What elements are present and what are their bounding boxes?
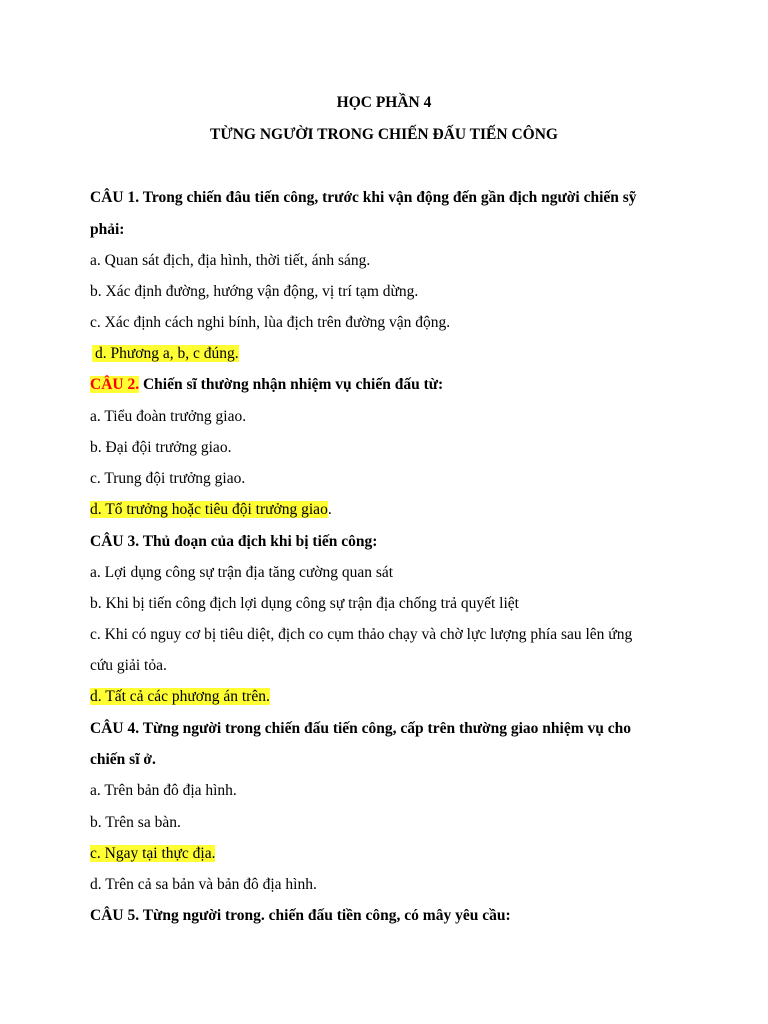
question-3-option-c-cont: cứu giải tỏa. — [90, 657, 167, 674]
question-4-text: Từng người trong chiến đấu tiến công, cấp trên thường giao nhiệm vụ cho — [142, 720, 632, 737]
question-1-option-b: b. Xác định đường, hướng vận động, vị trí tạm dừng. — [90, 283, 419, 300]
question-2-option-b: b. Đại đội trưởng giao. — [90, 439, 232, 456]
question-5-label: CÂU 5. — [90, 907, 140, 924]
question-2-text: Chiến sĩ thường nhận nhiệm vụ chiến đấu từ: — [142, 376, 444, 393]
question-2-option-a: a. Tiểu đoàn trưởng giao. — [90, 408, 247, 425]
question-4-option-c-row — [90, 844, 215, 864]
question-4-line1 — [90, 719, 631, 739]
question-2-option-d-answer: d. Tổ trưởng hoặc tiêu đội trưởng giao — [90, 501, 328, 518]
question-4-option-a: a. Trên bản đô địa hình. — [90, 782, 237, 799]
question-3-label: CÂU 3. — [90, 533, 140, 550]
question-4-label: CÂU 4. — [90, 720, 140, 737]
question-2-option-d-period: . — [327, 501, 332, 518]
question-2-option-c: c. Trung đội trưởng giao. — [90, 470, 246, 487]
question-2-line — [90, 375, 443, 395]
question-4-option-d: d. Trên cả sa bản và bản đô địa hình. — [90, 876, 317, 893]
document-heading: HỌC PHẦN 4 — [336, 94, 432, 111]
question-3-option-c: c. Khi có nguy cơ bị tiêu diệt, địch co cụm thảo chạy và chờ lực lượng phía sau lên ứng — [90, 626, 633, 643]
question-1-option-a: a. Quan sát địch, địa hình, thời tiết, ánh sáng. — [90, 252, 371, 269]
question-1-text: Trong chiến đâu tiến công, trước khi vận động đến gần địch người chiến sỹ — [142, 189, 637, 206]
question-1-option-c: c. Xác định cách nghi bính, lùa địch trên đường vận động. — [90, 314, 451, 331]
question-4-text-cont: chiến sĩ ở. — [90, 751, 156, 768]
question-5-text: Từng người trong. chiến đấu tiền công, có mây yêu cầu: — [142, 907, 511, 924]
question-3-option-d-row — [90, 687, 270, 707]
question-5-line — [90, 906, 511, 926]
question-4-option-b: b. Trên sa bàn. — [90, 814, 181, 831]
question-1-option-d-row — [92, 344, 239, 364]
question-4-option-c-answer: c. Ngay tại thực địa. — [90, 845, 216, 862]
question-3-option-a: a. Lợi dụng công sự trận địa tăng cường quan sát — [90, 564, 394, 581]
document-subheading: TỪNG NGƯỜI TRONG CHIẾN ĐẤU TIẾN CÔNG — [210, 126, 558, 143]
question-1-option-d-answer: d. Phương a, b, c đúng. — [92, 345, 239, 362]
question-3-option-b: b. Khi bị tiến công địch lợi dụng công sự trận địa chống trả quyết liệt — [90, 595, 519, 612]
question-1-line1 — [90, 188, 637, 208]
question-3-text: Thủ đoạn của địch khi bị tiến công: — [142, 533, 378, 550]
question-3-option-d-answer: d. Tất cả các phương án trên. — [90, 688, 270, 705]
question-3-line — [90, 532, 377, 552]
question-1-text-cont: phải: — [90, 221, 125, 238]
question-2-option-d-row — [90, 500, 332, 520]
question-2-label: CÂU 2. — [90, 376, 140, 393]
question-1-label: CÂU 1. — [90, 189, 140, 206]
